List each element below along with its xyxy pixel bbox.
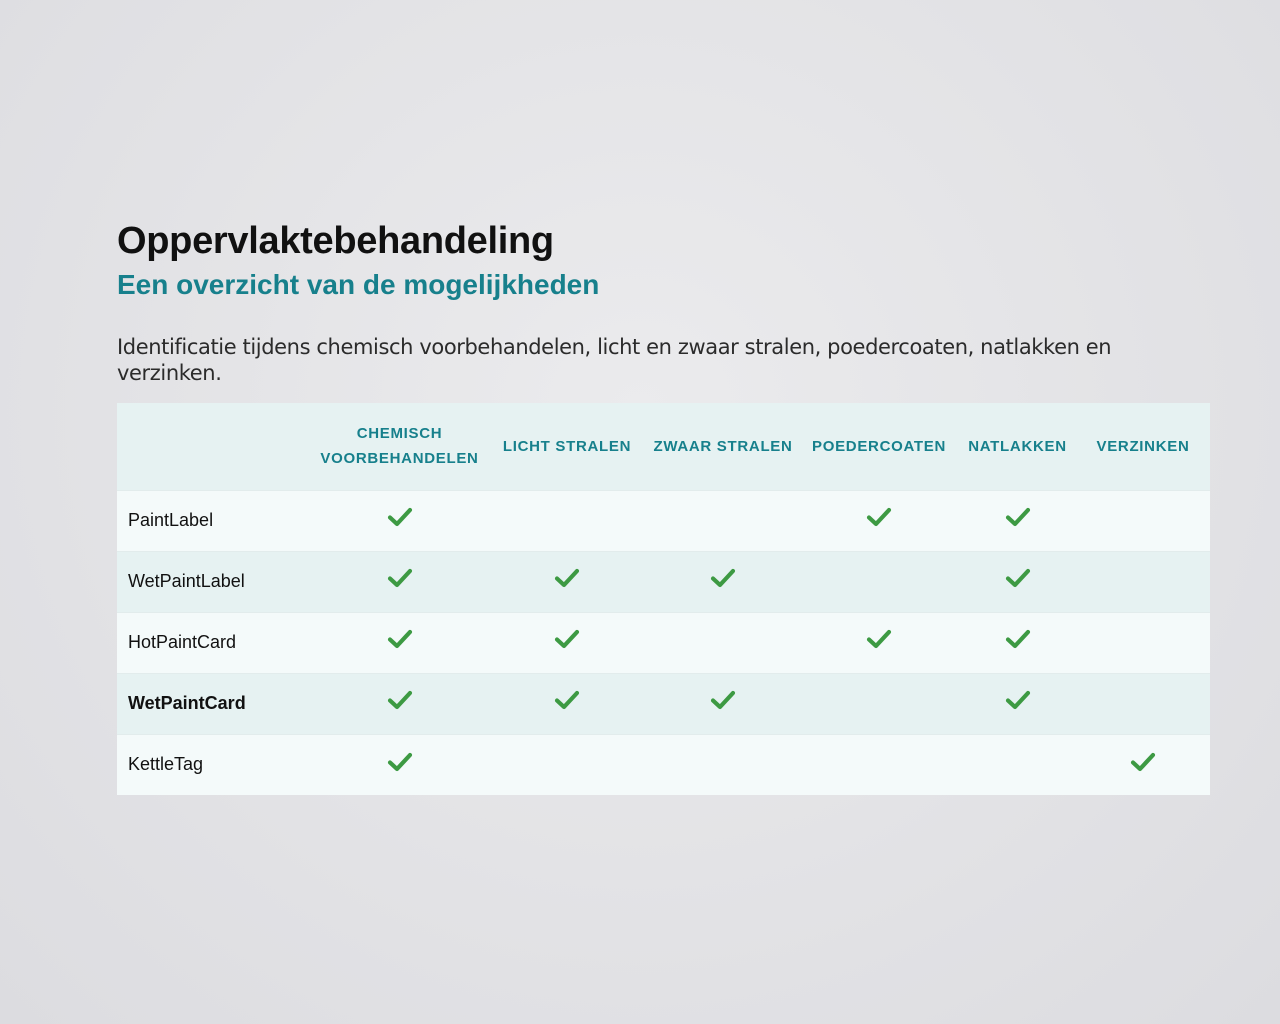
check-cell	[312, 612, 487, 673]
header-licht-stralen: LICHT STRALEN	[502, 437, 632, 455]
check-cell	[959, 673, 1076, 734]
check-icon	[1005, 628, 1031, 650]
check-icon	[387, 567, 413, 589]
check-cell	[1076, 673, 1210, 734]
check-cell	[312, 551, 487, 612]
table-body	[117, 490, 1210, 795]
product-name-cell: WetPaintLabel	[128, 571, 245, 591]
check-cell	[647, 490, 799, 551]
table-header-row	[117, 403, 1210, 490]
check-cell	[647, 551, 799, 612]
header-product-cell	[117, 403, 312, 490]
check-icon	[710, 567, 736, 589]
product-name-cell: KettleTag	[128, 754, 204, 775]
check-cell	[647, 673, 799, 734]
check-cell	[959, 734, 1076, 795]
check-icon	[554, 628, 580, 650]
check-cell	[959, 551, 1076, 612]
check-cell	[799, 490, 959, 551]
check-icon	[554, 567, 580, 589]
check-cell	[647, 612, 799, 673]
check-cell	[799, 551, 959, 612]
header-poedercoaten: POEDERCOATEN	[812, 437, 946, 455]
check-cell	[799, 734, 959, 795]
check-cell	[1076, 551, 1210, 612]
table-row	[117, 612, 1210, 673]
check-cell	[959, 612, 1076, 673]
check-cell	[312, 490, 487, 551]
check-icon	[387, 628, 413, 650]
check-cell	[959, 490, 1076, 551]
check-icon	[866, 506, 892, 528]
check-cell	[1076, 612, 1210, 673]
check-cell	[487, 490, 647, 551]
check-icon	[1005, 567, 1031, 589]
table-row	[117, 673, 1210, 734]
check-cell	[487, 734, 647, 795]
page-title: Oppervlaktebehandeling	[117, 220, 554, 262]
page-subtitle: Een overzicht van de mogelijkheden	[117, 269, 600, 300]
check-cell	[799, 673, 959, 734]
check-icon	[1005, 689, 1031, 711]
check-icon	[1130, 751, 1156, 773]
check-cell	[799, 612, 959, 673]
header-chemisch-voorbehandelen: CHEMISCH VOORBEHANDELEN	[320, 425, 479, 468]
check-cell	[1076, 734, 1210, 795]
check-cell	[312, 734, 487, 795]
table-row	[117, 734, 1210, 795]
product-name-cell: WetPaintCard	[128, 693, 246, 713]
check-cell	[487, 673, 647, 734]
check-icon	[387, 506, 413, 528]
header-natlakken: NATLAKKEN	[968, 437, 1067, 455]
check-icon	[387, 751, 413, 773]
treatment-matrix-table	[117, 403, 1210, 795]
product-name-cell: PaintLabel	[128, 510, 214, 530]
check-cell	[312, 673, 487, 734]
check-cell	[487, 551, 647, 612]
product-name-cell: HotPaintCard	[128, 632, 237, 652]
check-icon	[1005, 506, 1031, 528]
intro-text: Identificatie tijdens chemisch voorbehandelen, licht en zwaar stralen, poedercoaten, natlakken en verzinken.	[117, 335, 1112, 385]
header-verzinken: VERZINKEN	[1096, 437, 1190, 455]
check-icon	[710, 689, 736, 711]
check-icon	[866, 628, 892, 650]
table-row	[117, 490, 1210, 551]
check-cell	[1076, 490, 1210, 551]
check-cell	[647, 734, 799, 795]
main-content	[117, 218, 1210, 795]
check-cell	[487, 612, 647, 673]
table-row	[117, 551, 1210, 612]
header-zwaar-stralen: ZWAAR STRALEN	[653, 437, 793, 455]
check-icon	[387, 689, 413, 711]
check-icon	[554, 689, 580, 711]
